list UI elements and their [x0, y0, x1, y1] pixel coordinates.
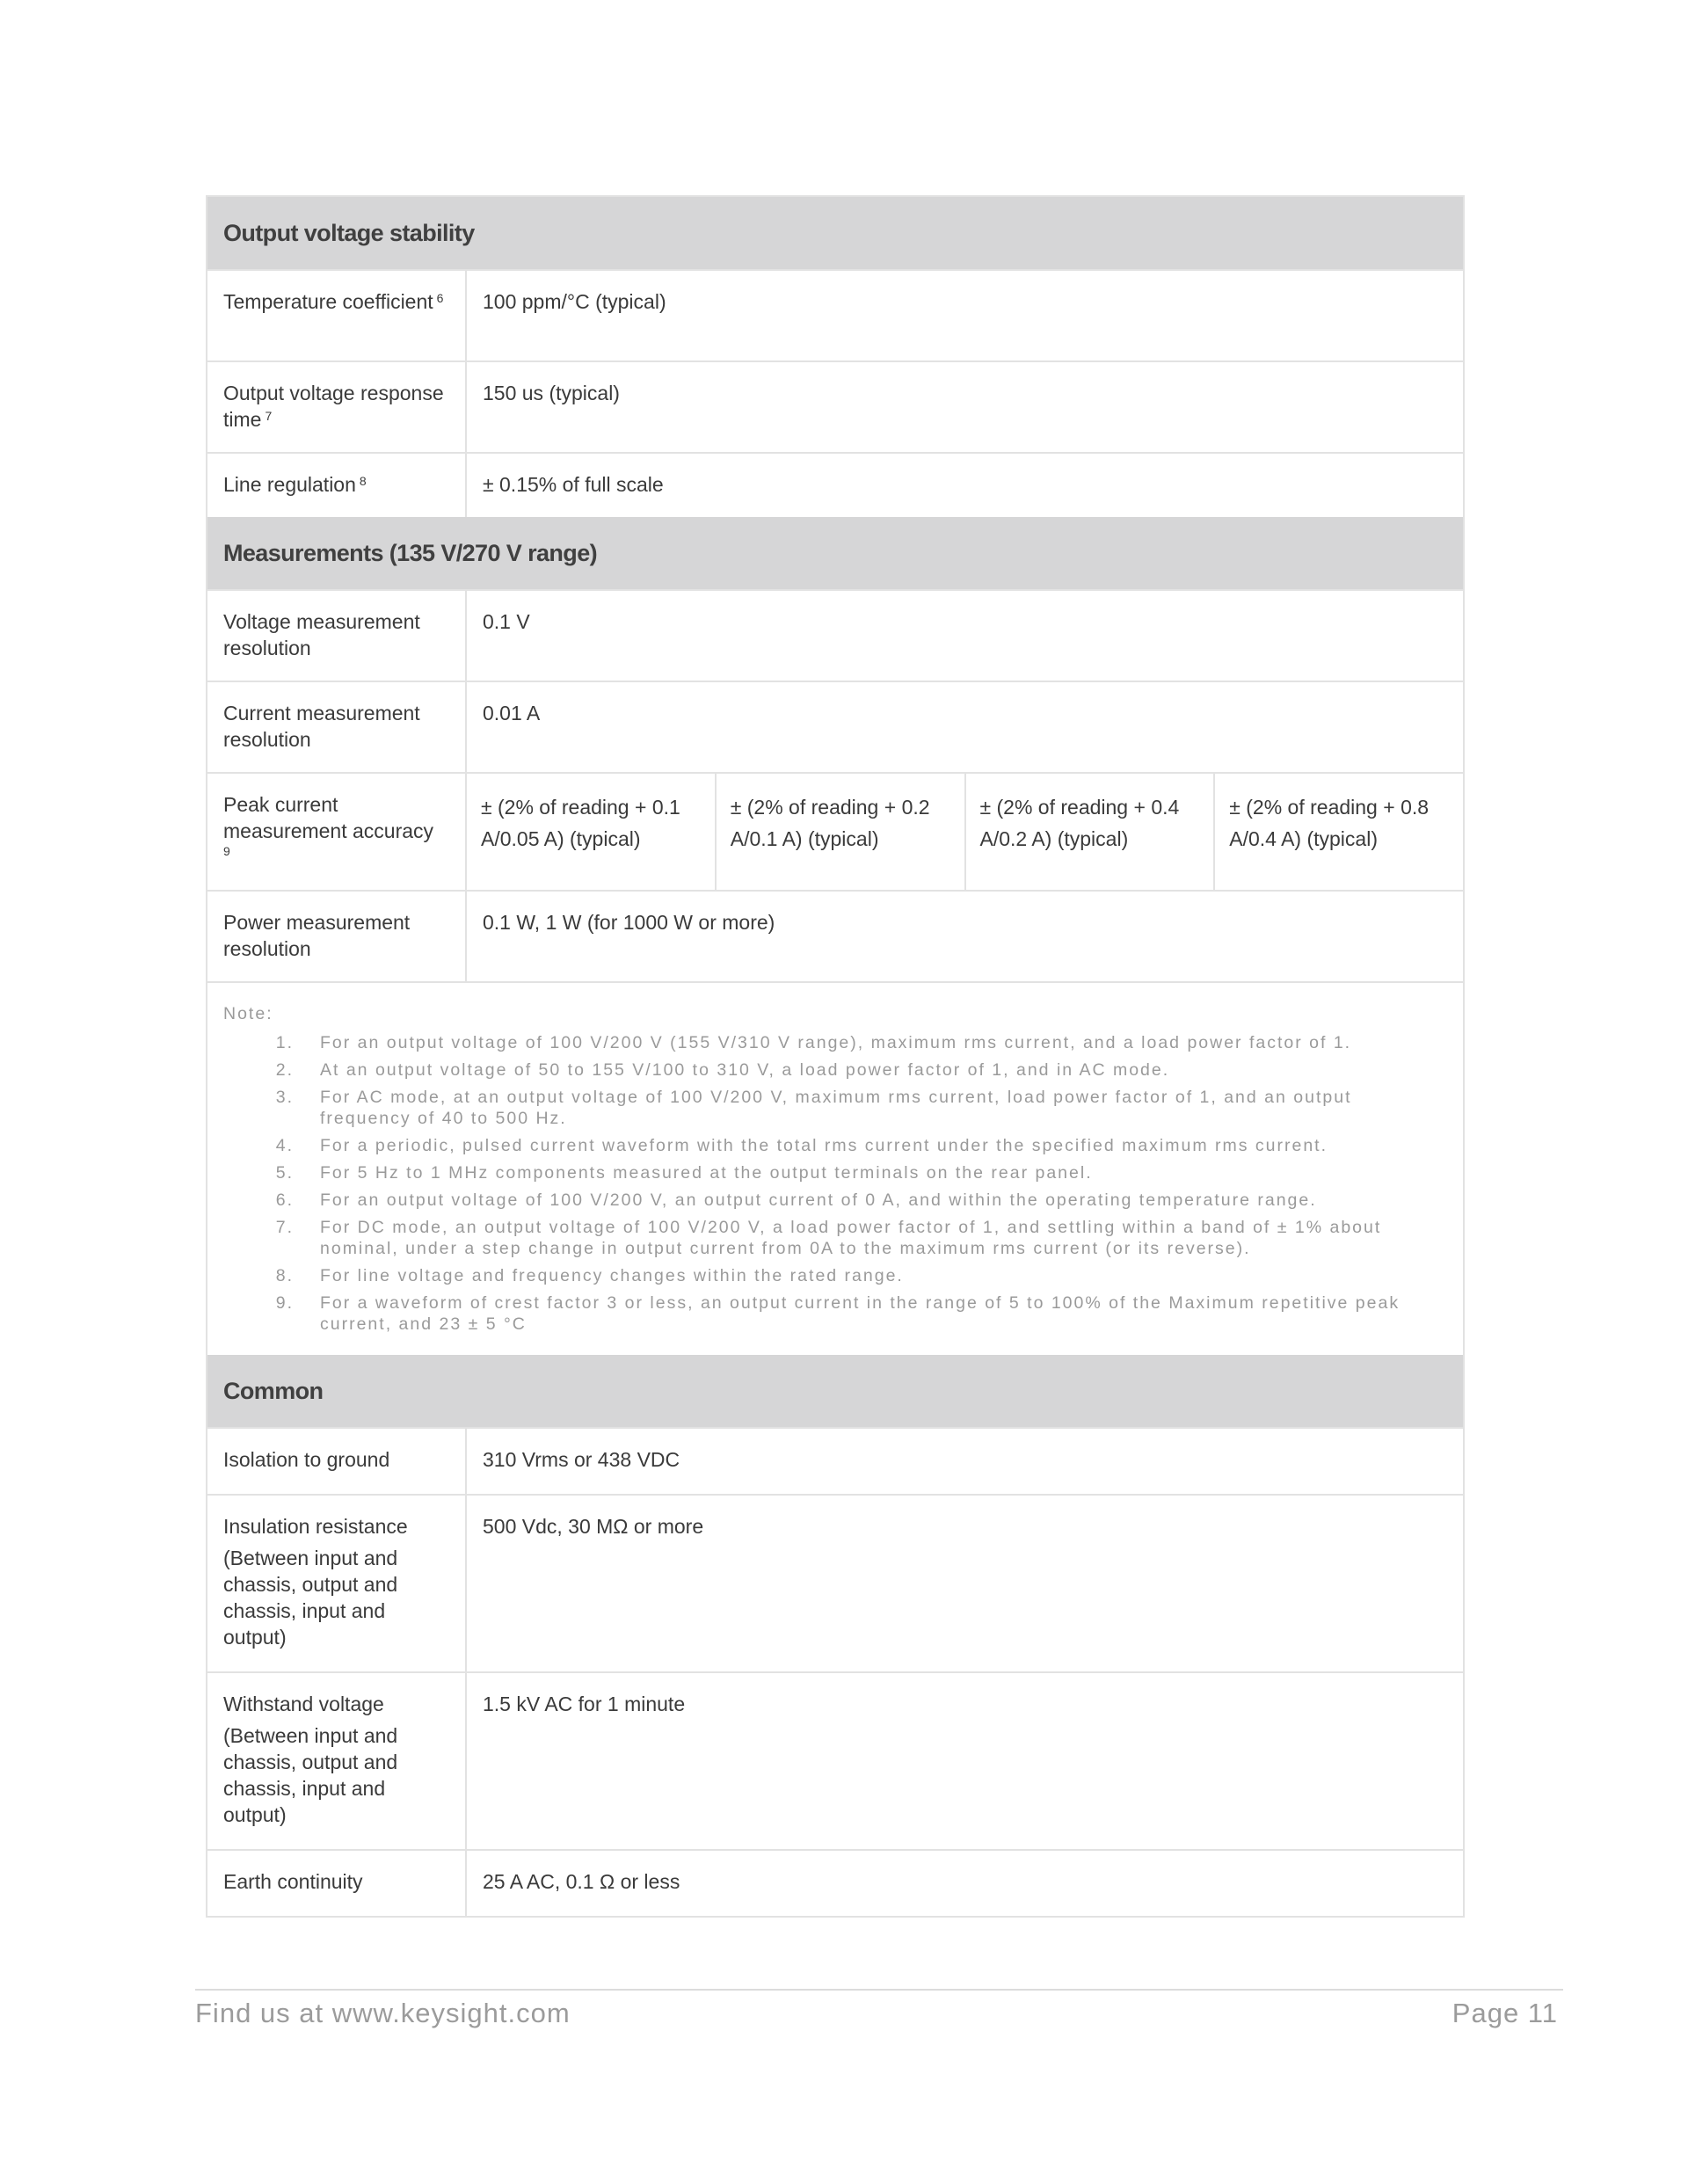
spec-label: Withstand voltage: [223, 1693, 384, 1715]
note-item: [223, 1190, 1447, 1211]
spec-label: Earth continuity: [207, 1851, 467, 1916]
spec-label: Insulation resistance: [223, 1515, 408, 1538]
section-title-output-voltage-stability: Output voltage stability: [207, 197, 1463, 269]
peak-accuracy-value: ± (2% of reading + 0.4 A/0.2 A) (typical): [966, 774, 1216, 890]
spec-value: 100 ppm/°C (typical): [483, 290, 666, 313]
note-number: 7.: [275, 1218, 294, 1237]
footnote-ref: 6: [436, 291, 444, 305]
note-number: 1.: [275, 1033, 294, 1052]
spec-row-power-measurement-resolution: [207, 890, 1463, 981]
note-item: [223, 1059, 1447, 1081]
spec-label: Line regulation: [223, 473, 356, 496]
spec-row-line-regulation: [207, 452, 1463, 517]
note-text: For a periodic, pulsed current waveform with the total rms current under the specified maximum rms current.: [320, 1136, 1328, 1155]
peak-accuracy-value: ± (2% of reading + 0.1 A/0.05 A) (typical): [467, 774, 717, 890]
spec-sublabel: (Between input and chassis, output and chassis, input and output): [223, 1547, 398, 1649]
note-item: [223, 1265, 1447, 1286]
note-number: 5.: [275, 1163, 294, 1183]
note-text: For an output voltage of 100 V/200 V, an output current of 0 A, and within the operating temperature range.: [320, 1190, 1317, 1210]
note-number: 2.: [275, 1060, 294, 1080]
spec-row-withstand-voltage: [207, 1671, 1463, 1849]
note-item: [223, 1087, 1447, 1129]
spec-value: 1.5 kV AC for 1 minute: [483, 1693, 686, 1715]
spec-label: Power measurement resolution: [207, 892, 467, 981]
peak-accuracy-value: ± (2% of reading + 0.2 A/0.1 A) (typical): [717, 774, 966, 890]
note-text: For an output voltage of 100 V/200 V (155 V/310 V range), maximum rms current, and a load power factor of 1.: [320, 1033, 1352, 1052]
spec-value: ± 0.15% of full scale: [483, 473, 664, 496]
spec-value: 25 A AC, 0.1 Ω or less: [483, 1870, 680, 1893]
spec-row-voltage-measurement-resolution: [207, 589, 1463, 681]
spec-row-isolation-to-ground: [207, 1427, 1463, 1494]
spec-row-temperature-coefficient: [207, 269, 1463, 360]
spec-value: 0.1 V: [483, 610, 530, 633]
spec-value: 310 Vrms or 438 VDC: [483, 1448, 680, 1471]
note-item: [223, 1135, 1447, 1156]
note-item: [223, 1162, 1447, 1183]
spec-value: 150 us (typical): [483, 382, 620, 404]
note-item: [223, 1217, 1447, 1259]
note-number: 4.: [275, 1136, 294, 1155]
notes-heading: Note:: [223, 1004, 273, 1023]
spec-row-peak-current-accuracy: [207, 772, 1463, 890]
spec-label: Output voltage response time: [223, 382, 444, 431]
notes-block: [207, 981, 1463, 1355]
spec-value: 500 Vdc, 30 MΩ or more: [483, 1515, 704, 1538]
footer-divider: [195, 1989, 1563, 1991]
footer-website-text: Find us at www.keysight.com: [195, 1998, 571, 2028]
spec-row-current-measurement-resolution: [207, 681, 1463, 772]
spec-label: Current measurement resolution: [207, 682, 467, 772]
note-item: [223, 1032, 1447, 1053]
spec-row-insulation-resistance: [207, 1494, 1463, 1671]
spec-row-output-voltage-response-time: [207, 360, 1463, 452]
footnote-ref: 8: [359, 474, 367, 488]
note-number: 9.: [275, 1293, 294, 1313]
note-text: For AC mode, at an output voltage of 100 V/200 V, maximum rms current, load power factor of 1, and an output frequency of 40 to 500 Hz.: [320, 1088, 1352, 1128]
footnote-ref: 9: [223, 844, 230, 858]
note-text: For 5 Hz to 1 MHz components measured at the output terminals on the rear panel.: [320, 1163, 1093, 1183]
footnote-ref: 7: [265, 409, 273, 423]
spec-table: [206, 195, 1465, 1918]
note-number: 6.: [275, 1190, 294, 1210]
spec-value: 0.1 W, 1 W (for 1000 W or more): [483, 911, 775, 934]
spec-value: 0.01 A: [483, 702, 541, 724]
note-text: For DC mode, an output voltage of 100 V/200 V, a load power factor of 1, and settling within a band of ± 1% about nominal, under a step change in output current from 0A to the maximum rms current (or its reverse).: [320, 1218, 1382, 1258]
peak-accuracy-value: ± (2% of reading + 0.8 A/0.4 A) (typical): [1229, 796, 1430, 850]
spec-sublabel: (Between input and chassis, output and chassis, input and output): [223, 1724, 398, 1826]
spec-label: Isolation to ground: [207, 1429, 467, 1494]
spec-label: Peak current measurement accuracy: [223, 793, 434, 842]
section-title-common: Common: [207, 1355, 1463, 1427]
spec-label: Voltage measurement resolution: [207, 591, 467, 681]
section-title-measurements: Measurements (135 V/270 V range): [207, 517, 1463, 589]
note-text: At an output voltage of 50 to 155 V/100 to 310 V, a load power factor of 1, and in AC mode.: [320, 1060, 1170, 1080]
page-number: Page 11: [1452, 1998, 1558, 2028]
note-text: For line voltage and frequency changes within the rated range.: [320, 1266, 904, 1285]
note-number: 8.: [275, 1266, 294, 1285]
note-item: [223, 1292, 1447, 1335]
spec-label: Temperature coefficient: [223, 290, 433, 313]
note-text: For a waveform of crest factor 3 or less, an output current in the range of 5 to 100% of the Maximum repetitive peak current, and 23 ± 5 °C: [320, 1293, 1401, 1334]
spec-row-earth-continuity: [207, 1849, 1463, 1916]
note-number: 3.: [275, 1088, 294, 1107]
